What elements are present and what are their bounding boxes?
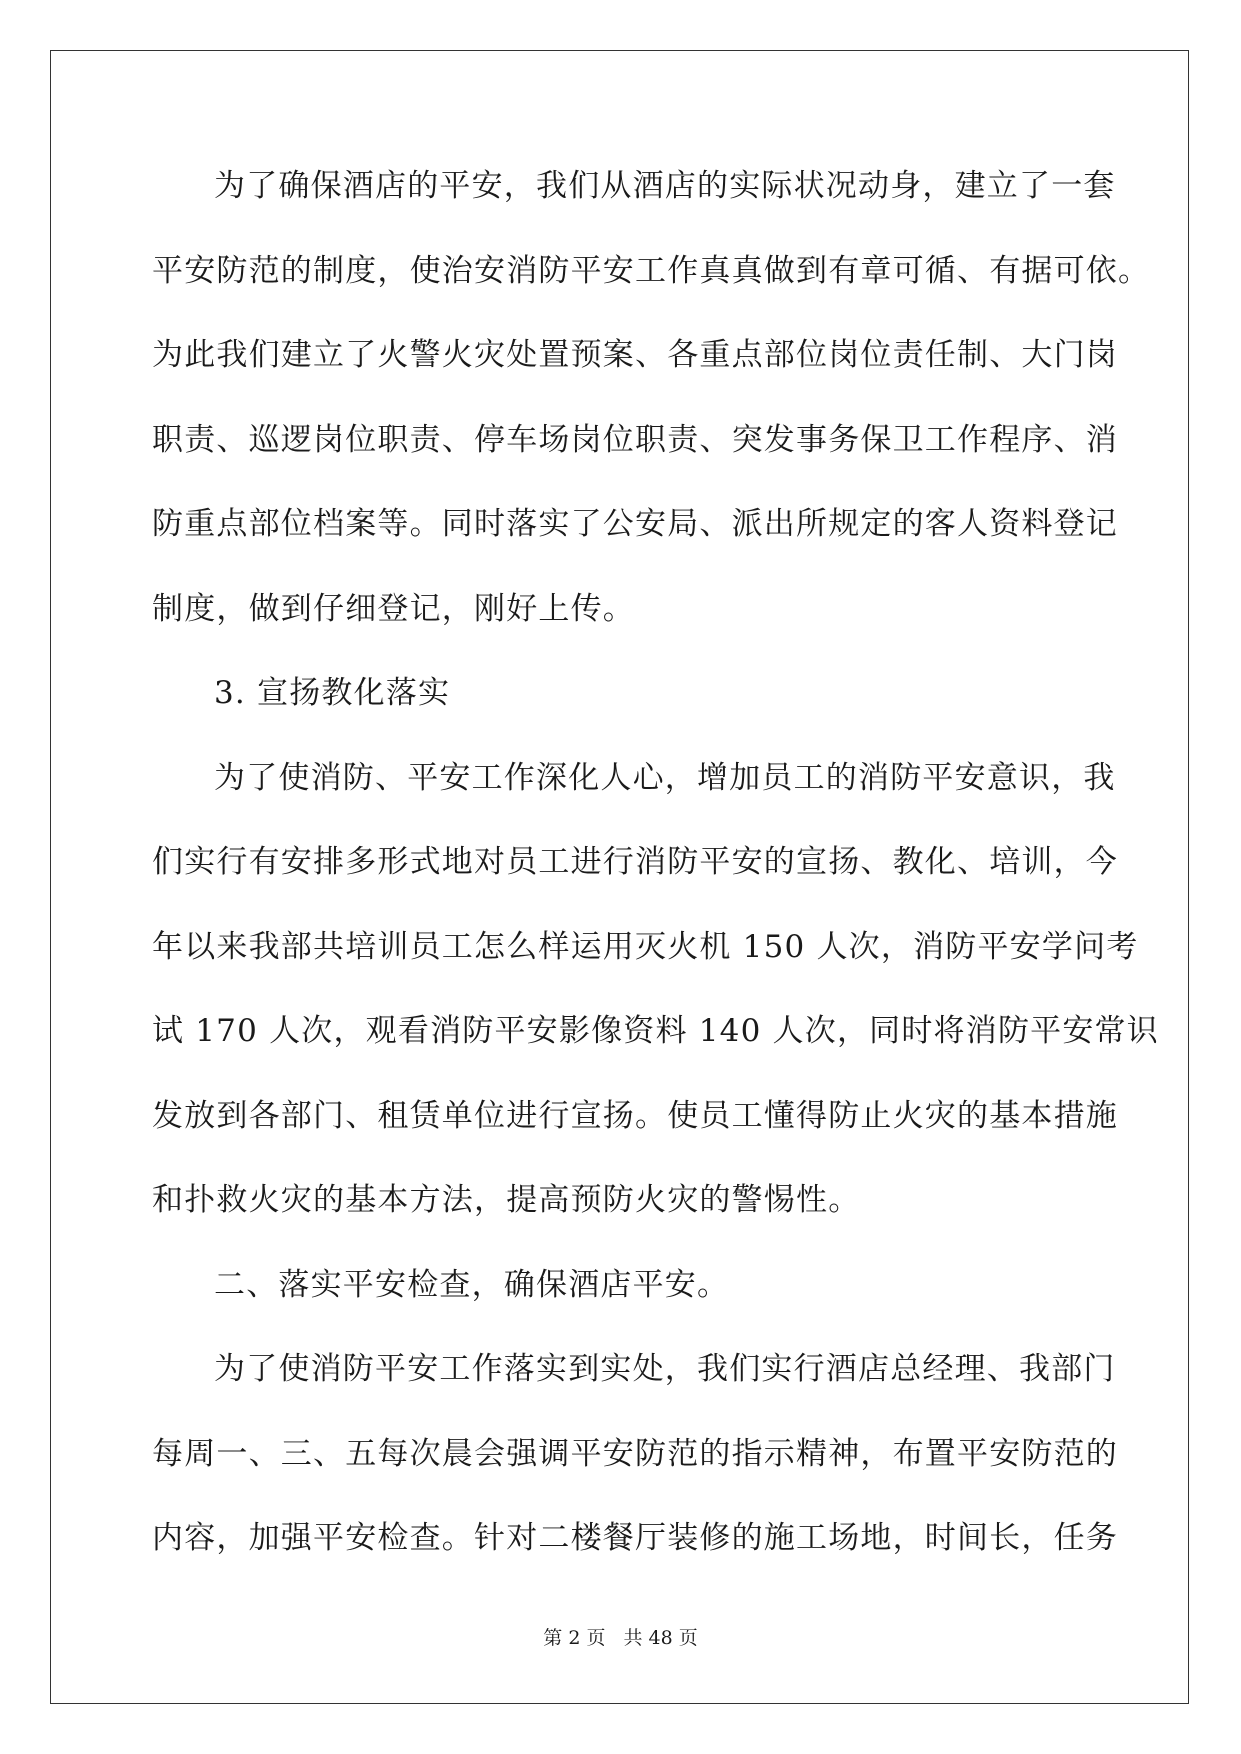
text-line: 防重点部位档案等。同时落实了公安局、派出所规定的客人资料登记 bbox=[152, 506, 1118, 542]
text-line: 年以来我部共培训员工怎么样运用灭火机 150 人次，消防平安学问考 bbox=[152, 928, 1139, 965]
total-pages: 共 48 页 bbox=[623, 1627, 698, 1649]
section-heading: 二、落实平安检查，确保酒店平安。 bbox=[214, 1266, 730, 1303]
text-line: 平安防范的制度，使治安消防平安工作真真做到有章可循、有据可依。 bbox=[152, 252, 1151, 289]
page-footer bbox=[0, 1623, 1241, 1650]
text-line: 和扑救火灾的基本方法，提高预防火灾的警惕性。 bbox=[152, 1182, 861, 1218]
text-line: 为了使消防、平安工作深化人心，增加员工的消防平安意识，我 bbox=[214, 759, 1116, 796]
text-line: 内容，加强平安检查。针对二楼餐厅装修的施工场地，时间长，任务 bbox=[152, 1520, 1118, 1556]
text-line: 们实行有安排多形式地对员工进行消防平安的宣扬、教化、培训，今 bbox=[152, 844, 1118, 880]
page-number: 第 2 页 bbox=[543, 1627, 606, 1649]
text-line: 为了确保酒店的平安，我们从酒店的实际状况动身，建立了一套 bbox=[214, 168, 1116, 204]
section-heading: 3. 宣扬教化落实 bbox=[214, 675, 451, 711]
text-line: 职责、巡逻岗位职责、停车场岗位职责、突发事务保卫工作程序、消 bbox=[152, 421, 1118, 458]
text-line: 制度，做到仔细登记，刚好上传。 bbox=[152, 590, 635, 627]
text-line: 试 170 人次，观看消防平安影像资料 140 人次，同时将消防平安常识 bbox=[152, 1013, 1159, 1049]
text-line: 发放到各部门、租赁单位进行宣扬。使员工懂得防止火灾的基本措施 bbox=[152, 1097, 1118, 1134]
text-line: 每周一、三、五每次晨会强调平安防范的指示精神，布置平安防范的 bbox=[152, 1435, 1118, 1472]
text-line: 为此我们建立了火警火灾处置预案、各重点部位岗位责任制、大门岗 bbox=[152, 337, 1118, 373]
document-body bbox=[152, 160, 1159, 1597]
text-line: 为了使消防平安工作落实到实处，我们实行酒店总经理、我部门 bbox=[214, 1351, 1116, 1387]
